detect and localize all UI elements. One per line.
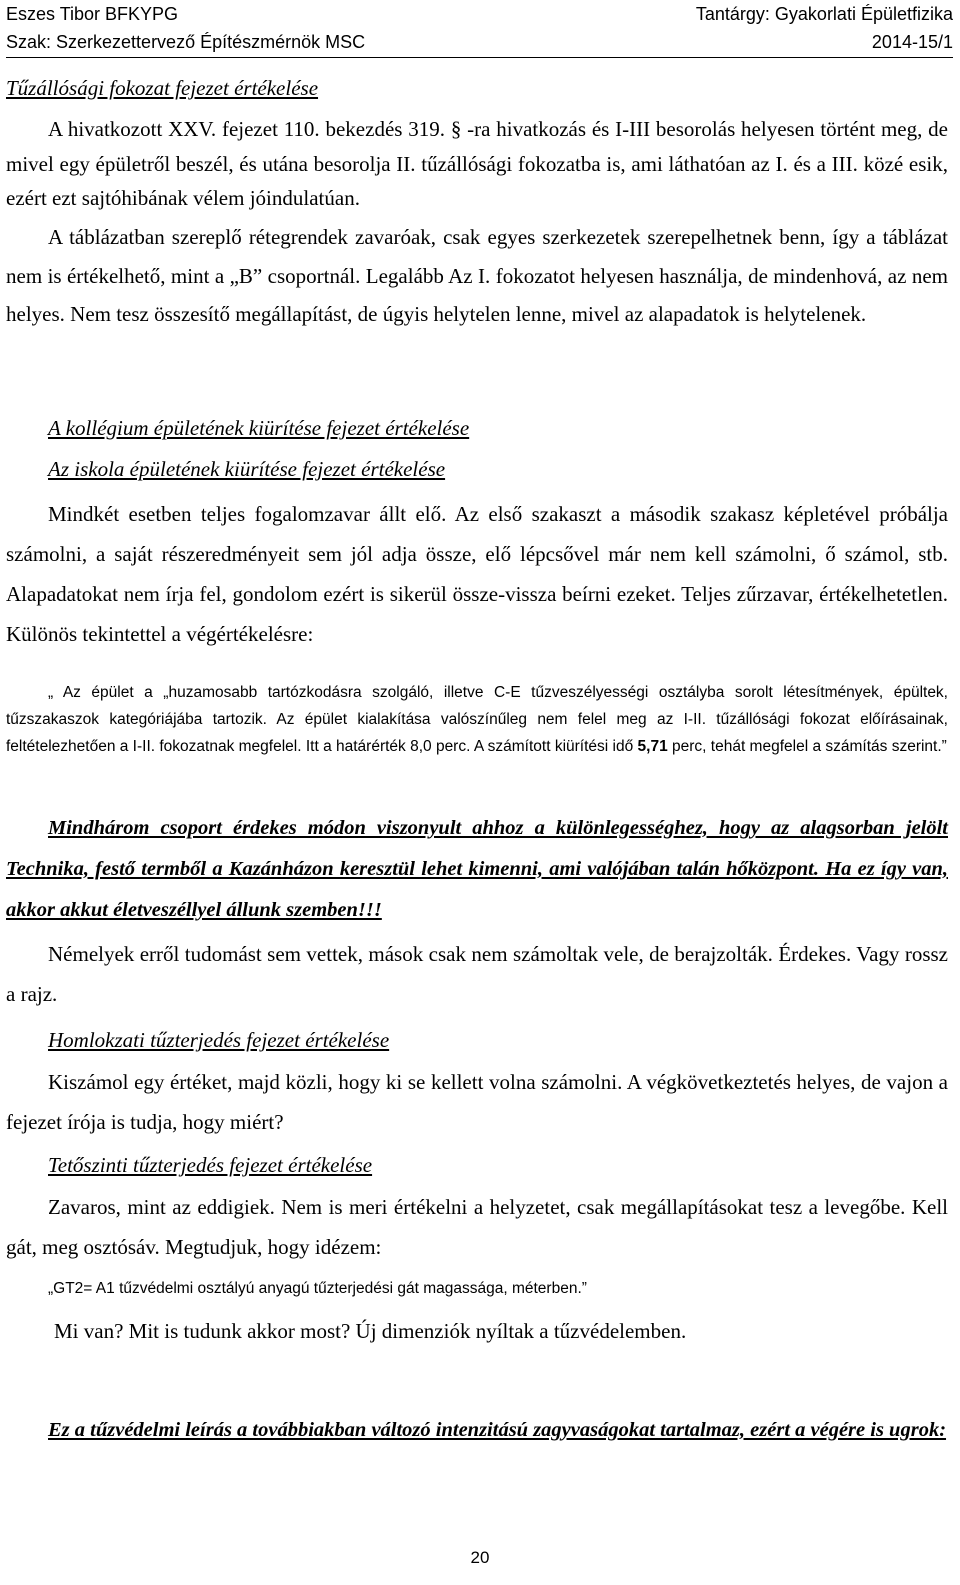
header-subject: Tantárgy: Gyakorlati Épületfizika <box>695 4 953 24</box>
quote-evacuation-text-start: „ Az épület a „huzamosabb tartózkodásra szolgáló, illetve C-E tűzveszélyességi osztályba sorolt létesítmények, épültek, tűzszakaszok kategóriájába tartozik. Az épület kialakítása valószínűleg nem felel meg az I-II. tűzállósági fokozat előírásainak, feltételezhetően a I-II. fokozatnak megfelel. Itt a határérték 8,0 perc. A számított kiürítési idő <box>6 684 948 755</box>
paragraph-fire-resistance-2: A táblázatban szereplő rétegrendek zavaróak, csak egyes szerkezetek szerepelhetnek benn, így a táblázat nem is értékelhető, mint a „B” csoportnál. Legalább Az I. fokozatot helyesen használja, de mindenhová, az nem helyes. Nem tesz összesítő megállapítást, de úgyis helytelen lenne, mivel az alapadatok is helytelenek. <box>6 225 948 327</box>
paragraph-facade: Kiszámol egy értéket, majd közli, hogy ki se kellett volna számolni. A végkövetkeztetés helyes, de vajon a fejezet írója is tudja, hogy miért? <box>6 1070 948 1134</box>
paragraph-remark: Némelyek erről tudomást sem vettek, mások csak nem számoltak vele, de berajzolták. Érdekes. Vagy rossz a rajz. <box>6 942 948 1006</box>
page-number: 20 <box>470 1548 490 1567</box>
header-major: Szak: Szerkezettervező Építészmérnök MSC <box>6 32 366 52</box>
quote-evacuation <box>6 679 948 760</box>
paragraph-roof-2: Mi van? Mit is tudunk akkor most? Új dimenziók nyíltak a tűzvédelemben. <box>54 1319 687 1343</box>
section-heading-roof-fire-spread: Tetőszinti tűzterjedés fejezet értékelése <box>48 1153 373 1177</box>
section-heading-school-evacuation: Az iskola épületének kiürítése fejezet értékelése <box>48 457 446 481</box>
header-author: Eszes Tibor BFKYPG <box>6 4 179 24</box>
header-semester: 2014-15/1 <box>871 32 953 52</box>
quote-evacuation-text-end: perc, tehát megfelel a számítás szerint.” <box>667 738 947 755</box>
section-heading-dormitory-evacuation: A kollégium épületének kiürítése fejezet értékelése <box>48 416 470 440</box>
paragraph-fire-resistance-1: A hivatkozott XXV. fejezet 110. bekezdés 319. § -ra hivatkozás és I-III besorolás helyesen történt meg, de mivel egy épületről beszél, és utána besorolja II. tűzállósági fokozatba is, ami láthatóan az I. és a III. közé esik, ezért ezt sajtóhibának vélem jóindulatúan. <box>6 117 948 210</box>
emphasis-skip-to-end: Ez a tűzvédelmi leírás a továbbiakban változó intenzitású zagyvaságokat tartalmaz, ezért a végére is ugrok: <box>48 1419 947 1441</box>
emphasis-boiler-room: Mindhárom csoport érdekes módon viszonyult ahhoz a különlegességhez, hogy az alagsorban jelölt Technika, festő termből a Kazánházon keresztül lehet kimenni, ami valójában talán hőközpont. Ha ez így van, akkor akkut életveszéllyel állunk szemben!!! <box>6 817 948 921</box>
section-heading-fire-resistance: Tűzállósági fokozat fejezet értékelése <box>6 76 319 100</box>
paragraph-evacuation: Mindkét esetben teljes fogalomzavar állt elő. Az első szakaszt a második szakasz képletével próbálja számolni, a saját részeredményeit sem jól adja össze, elő lépcsővel már nem kell számolni, ő számol, stb. Alapadatokat nem írja fel, gondolom ezért is sikerül össze-vissza beírni ezeket. Teljes zűrzavar, értékelhetetlen. Különös tekintettel a végértékelésre: <box>6 502 948 646</box>
quote-evacuation-value: 5,71 <box>637 738 668 755</box>
paragraph-roof: Zavaros, mint az eddigiek. Nem is meri értékelni a helyzetet, csak megállapításokat tesz a levegőbe. Kell gát, meg osztósáv. Megtudjuk, hogy idézem: <box>6 1195 948 1259</box>
quote-roof: „GT2= A1 tűzvédelmi osztályú anyagú tűzterjedési gát magassága, méterben.” <box>48 1280 587 1297</box>
section-heading-facade-fire-spread: Homlokzati tűzterjedés fejezet értékelése <box>48 1028 390 1052</box>
